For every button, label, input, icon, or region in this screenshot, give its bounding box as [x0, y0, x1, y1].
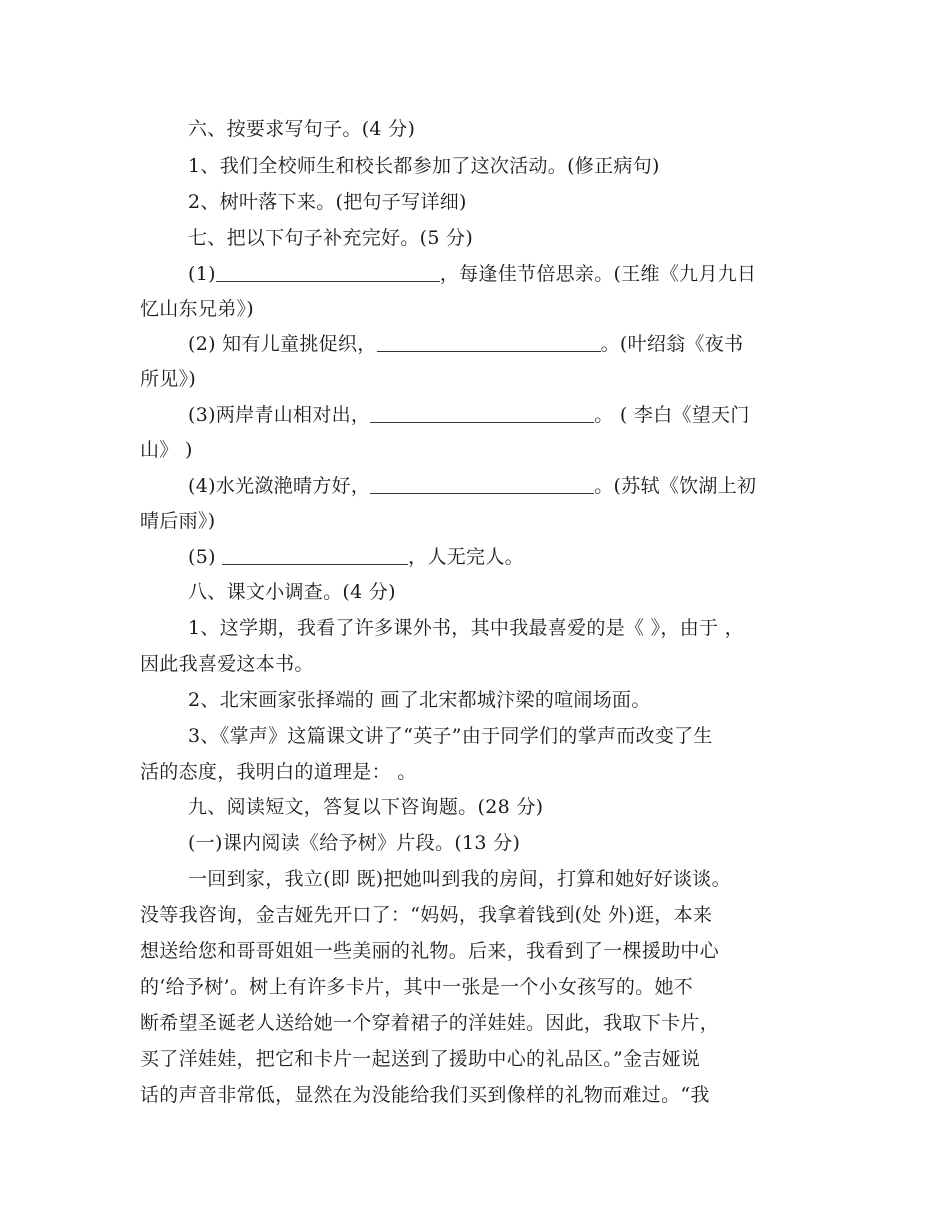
question-7-1-number: (1): [188, 263, 216, 285]
question-7-1: [188, 256, 820, 292]
question-7-1-text: ，每逢佳节倍思亲。(王维《九月九日: [439, 263, 757, 285]
question-8-1-continued: 因此我喜爱这本书。: [140, 653, 314, 675]
question-8-1: 1、这学期，我看了许多课外书，其中我最喜爱的是《 》，由于 ，: [188, 617, 744, 639]
question-7-4: [188, 468, 820, 504]
passage-line-5: 断希望圣诞老人送给她一个穿着裙子的洋娃娃。因此，我取下卡片，: [140, 1012, 720, 1034]
question-7-4-text: (4)水光潋滟晴方好，: [188, 475, 371, 497]
question-7-3-text: (3)两岸青山相对出，: [188, 404, 371, 426]
question-8-3-continued: 活的态度，我明白的道理是： 。: [140, 761, 417, 783]
passage-line-1: 一回到家，我立(即 既)把她叫到我的房间，打算和她好好谈谈。: [188, 868, 731, 890]
answer-blank-7-3[interactable]: [370, 400, 594, 423]
passage-line-7: 话的声音非常低，显然在为没能给我们买到像样的礼物而难过。“我: [140, 1084, 710, 1106]
question-6-1: 1、我们全校师生和校长都参加了这次活动。(修正病句): [188, 155, 660, 177]
question-7-3: [188, 397, 820, 433]
question-7-4-continued: 晴后雨》): [140, 510, 216, 532]
question-7-5: [188, 539, 820, 575]
section-7-heading: 七、把以下句子补充完好。(5 分): [188, 227, 474, 249]
question-7-3-continued: 山》 ): [140, 439, 193, 461]
question-7-2: [188, 326, 820, 362]
answer-blank-7-2[interactable]: [377, 329, 601, 352]
answer-blank-7-5[interactable]: [222, 542, 408, 565]
answer-blank-7-4[interactable]: [370, 471, 594, 494]
question-7-2-continued: 所见》): [140, 368, 197, 390]
passage-line-4: 的‘给予树’。树上有许多卡片，其中一张是一个小女孩写的。她不: [140, 976, 694, 998]
answer-blank-7-1[interactable]: [216, 259, 440, 282]
question-7-3-source: 。 ( 李白《望天门: [594, 404, 750, 426]
question-7-5-text: ，人无完人。: [408, 546, 524, 568]
section-6-heading: 六、按要求写句子。(4 分): [188, 118, 416, 140]
question-8-2: 2、北宋画家张择端的 画了北宋都城汴梁的喧闹场面。: [188, 689, 651, 711]
question-7-5-number: (5): [188, 546, 223, 568]
passage-line-3: 想送给您和哥哥姐姐一些美丽的礼物。后来，我看到了一棵援助中心: [140, 940, 720, 962]
passage-line-6: 买了洋娃娃，把它和卡片一起送到了援助中心的礼品区。”金吉娅说: [140, 1048, 701, 1070]
section-8-heading: 八、课文小调查。(4 分): [188, 581, 396, 603]
question-8-3: 3、《掌声》这篇课文讲了“英子”由于同学们的掌声而改变了生: [188, 725, 713, 747]
section-9-heading: 九、阅读短文，答复以下咨询题。(28 分): [188, 796, 544, 818]
reading-part-1-heading: (一)课内阅读《给予树》片段。(13 分): [188, 832, 521, 854]
passage-line-2: 没等我咨询，金吉娅先开口了：“妈妈，我拿着钱到(处 外)逛，本来: [140, 904, 713, 926]
question-6-2: 2、树叶落下来。(把句子写详细): [188, 191, 467, 213]
question-7-2-source: 。(叶绍翁《夜书: [600, 333, 744, 355]
question-7-2-text: (2) 知有儿童挑促织，: [188, 333, 377, 355]
question-7-1-continued: 忆山东兄弟》): [140, 298, 255, 320]
question-7-4-source: 。(苏轼《饮湖上初: [594, 475, 757, 497]
